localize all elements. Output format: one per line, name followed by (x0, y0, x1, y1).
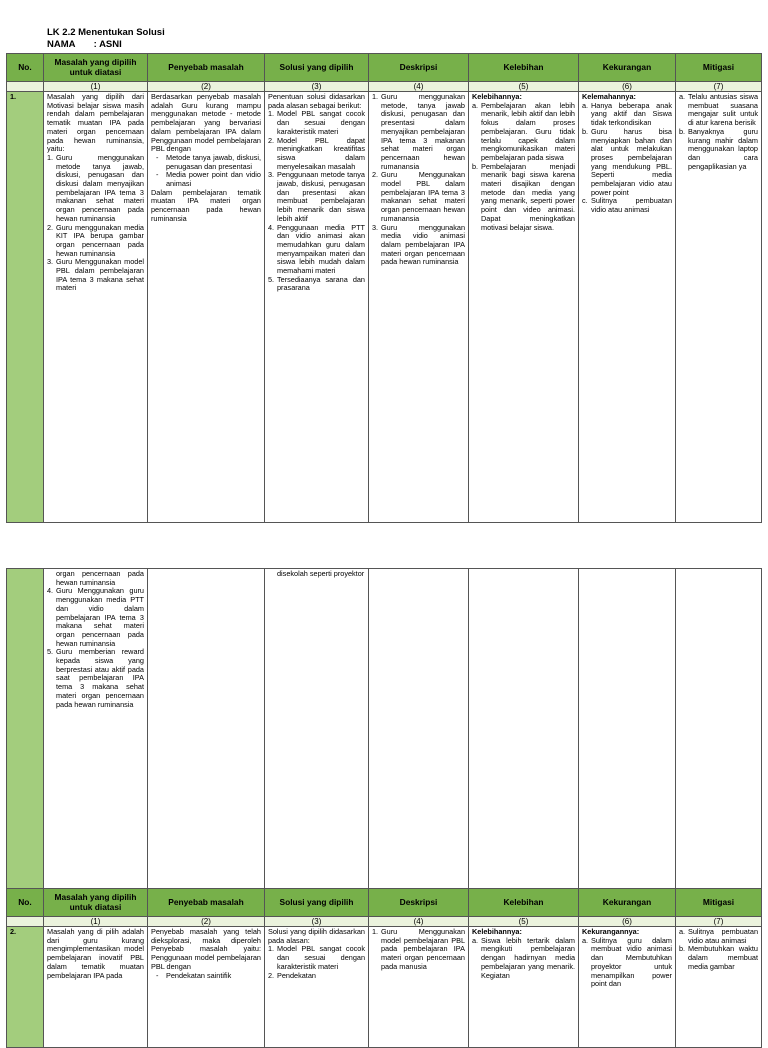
table-header-row (7, 889, 762, 917)
row-number-continued (7, 569, 44, 889)
list-item: - Metode tanya jawab, diskusi, penugasan dan presentasi (156, 152, 261, 171)
col-number: (7) (676, 82, 762, 92)
list-item: 3. Guru menggunakan media vidio animasi dalam pembelajaran IPA materi organ pencernaan pada hewan ruminansia (372, 222, 465, 267)
cell-text: Masalah yang dipilih dari Motivasi belajar siswa masih rendah dalam pembelajaran tematik muatan IPA pada materi organ pencernaan pada hewan ruminansia, yaitu: (47, 92, 144, 154)
cell-heading: Kelebihannya: (472, 927, 522, 936)
row-number: 1. (7, 92, 44, 523)
list-item: a. Hanya beberapa anak yang aktif dan Siswa tidak terkondisikan (582, 100, 672, 128)
col-deskripsi: Deskripsi (369, 54, 469, 82)
list-item: b. Banyaknya guru kurang mahir dalam menggunakan laptop dan cara pengaplikasian ya (679, 126, 758, 171)
col-number: (3) (265, 82, 369, 92)
cell-kelebihan (469, 927, 579, 1048)
cell-text: Solusi yang dipilih didasarkan pada alasan: (268, 927, 365, 945)
col-penyebab: Penyebab masalah (148, 54, 265, 82)
col-masalah: Masalah yang dipilih untuk diatasi (44, 889, 148, 917)
col-number-blank (7, 82, 44, 92)
col-number: (1) (44, 82, 148, 92)
list-item: 4. Guru Menggunakan guru menggunakan media PTT dan vidio dalam pembelajaran IPA tema 3 makana sehat materi organ pencernaan pada hewan ruminansia (47, 586, 144, 648)
col-number: (5) (469, 82, 579, 92)
cell-masalah (44, 92, 148, 523)
col-penyebab: Penyebab masalah (148, 889, 265, 917)
col-no: No. (7, 889, 44, 917)
list-item: 1. Guru menggunakan metode, tanya jawab diskusi, penugasan dan presentasi dalam menyajikan pembelajaran IPA tema 3 makanan sehat materi organ pencernaan hewan rumanansia (372, 92, 465, 171)
cell-deskripsi (369, 92, 469, 523)
list-item: 3. Guru Menggunakan model PBL dalam pembelajaran IPA tema 3 makana sehat materi (47, 257, 144, 293)
list-item: b. Pembelajaran menjadi menarik bagi siswa karena materi disajikan dengan metode dan media yang yang menarik, seperti power point dan video animasi. Dapat meningkatkan motivasi belajar siswa. (472, 161, 575, 232)
col-kelebihan: Kelebihan (469, 889, 579, 917)
column-number-row (7, 917, 762, 927)
cell-solusi (265, 92, 369, 523)
col-number: (5) (469, 917, 579, 927)
cell-solusi-continued (265, 569, 369, 889)
column-number-row (7, 82, 762, 92)
list-item: a. Telalu antusias siswa membuat suasana mengajar sulit untuk di atur karena berisik (679, 92, 758, 128)
list-item: 2. Model PBL dapat meningkatkan kreatifitas siswa dalam menyelesaikan masalah (268, 135, 365, 171)
cell-masalah (44, 927, 148, 1048)
table-row (7, 927, 762, 1048)
cell-kekurangan (579, 927, 676, 1048)
cell-deskripsi (369, 927, 469, 1048)
col-number-blank (7, 917, 44, 927)
list-item: a. Sulitnya pembuatan vidio atau animasi (679, 927, 758, 945)
list-item: 1. Guru menggunakan metode tanya jawab, diskusi, penugasan dan diskusi dalam menyajikan pembelajaran IPA tema 3 makanan sehat materi organ pencernaan pada hewan ruminansia (47, 152, 144, 223)
table-row (7, 92, 762, 523)
cell-kelebihan (469, 92, 579, 523)
cell-mitigasi (676, 92, 762, 523)
name-line: NAMA : ASNI (47, 39, 122, 50)
cell-mitigasi-continued (676, 569, 762, 889)
col-number: (1) (44, 917, 148, 927)
col-number: (7) (676, 917, 762, 927)
list-item: 5. Tersediaanya sarana dan prasarana (268, 274, 365, 293)
col-number: (4) (369, 917, 469, 927)
list-item: 5. Guru memberian reward kepada siswa yang berprestasi atau aktif pada saat pembelajaran IPA tema 3 makana sehat materi organ pencernaan pada hewan ruminansia (47, 647, 144, 709)
cell-heading: Kekurangannya: (582, 927, 640, 936)
solution-table-page-1 (6, 53, 762, 523)
col-kekurangan: Kekurangan (579, 54, 676, 82)
col-solusi: Solusi yang dipilih (265, 889, 369, 917)
col-mitigasi: Mitigasi (676, 889, 762, 917)
list-item: 1. Model PBL sangat cocok dan sesuai dengan karakteristik materi (268, 109, 365, 136)
cell-text: Dalam pembelajaran tematik muatan IPA materi organ pencernaan pada hewan ruminansia (151, 187, 261, 223)
cell-solusi (265, 927, 369, 1048)
cell-heading: Kelemahannya: (582, 92, 636, 101)
list-item: 1. Guru Menggunakan model pembelajaran PBL pada pembelajaran IPA materi organ pencernaan pada manusia (372, 927, 465, 971)
col-solusi: Solusi yang dipilih (265, 54, 369, 82)
cell-kelebihan-continued (469, 569, 579, 889)
col-number: (2) (148, 917, 265, 927)
col-number: (6) (579, 917, 676, 927)
solution-table-page-2 (6, 568, 762, 1048)
list-item: a. Sulitnya guru dalam membuat vidio animasi dan Membutuhkan proyektor untuk menampilkan power point dan (582, 935, 672, 989)
cell-penyebab (148, 92, 265, 523)
list-item: - Media power point dan vidio animasi (156, 170, 261, 189)
list-item: b. Membutuhkan waktu dalam membuat media gambar (679, 944, 758, 971)
cell-penyebab (148, 927, 265, 1048)
col-number: (4) (369, 82, 469, 92)
col-number: (2) (148, 82, 265, 92)
cell-heading: Kelebihannya: (472, 92, 522, 101)
cell-kekurangan-continued (579, 569, 676, 889)
col-kekurangan: Kekurangan (579, 889, 676, 917)
cell-text: Berdasarkan penyebab masalah adalah Guru kurang mampu menggunakan metode - metode pembelajaran yang bervariasi dalam pembelajaran IPA dalam Penggunaan model pembelajaran PBL dengan (151, 92, 261, 154)
cell-text: Penyebab masalah yang telah dieksplorasi, maka diperoleh Penyebab masalah yaitu: Penggunaan model pembelajaran PBL dengan (151, 927, 261, 971)
col-kelebihan: Kelebihan (469, 54, 579, 82)
list-item: a. Pembelajaran akan lebih menarik, lebih aktif dan lebih fokus dalam proses pembelajaran. Guru tidak terlalu capek dalam mengkomunikasikan materi pembelajaran pada siswa (472, 100, 575, 162)
row-number: 2. (7, 927, 44, 1048)
table-row-continued (7, 569, 762, 889)
cell-text: Masalah yang di pilih adalah dari guru kurang mengimplementasikan model pembelajaran inovatif PBL dalam tematik muatan pembelajaran IPA pada (47, 927, 144, 980)
cell-text: Penentuan solusi didasarkan pada alasan sebagai berikut: (268, 92, 365, 110)
col-mitigasi: Mitigasi (676, 54, 762, 82)
list-item: c. Sulitnya pembuatan vidio atau animasi (582, 196, 672, 215)
cell-text: organ pencernaan pada hewan ruminansia (56, 569, 144, 587)
list-item: 3. Penggunaan metode tanya jawab, diskusi, penugasan dan presentasi akan membuat pembelajaran lebih menarik dan siswa lebih aktif (268, 170, 365, 223)
cell-mitigasi (676, 927, 762, 1048)
cell-kekurangan (579, 92, 676, 523)
document-title: LK 2.2 Menentukan Solusi (47, 27, 165, 38)
list-item: a. Siswa lebih tertarik dalam mengikuti pembelajaran dengan hadirnyan media pembelajaran yang menarik. Kegiatan (472, 935, 575, 980)
cell-deskripsi-continued (369, 569, 469, 889)
list-item: 4. Penggunaan media PTT dan vidio animasi akan memudahkan guru dalam menyampaikan materi dan siswa lebih mudah dalam memahami materi (268, 222, 365, 276)
col-no: No. (7, 54, 44, 82)
list-item: 2. Guru menggunakan media KIT IPA berupa gambar organ pencernaan pada hewan ruminansia (47, 222, 144, 258)
cell-text: disekolah seperti proyektor (277, 569, 365, 578)
list-item: 2. Guru Menggunakan model PBL dalam pembelajaran IPA tema 3 makanan sehat materi organ pencernaan hewan rumanansia (372, 170, 465, 223)
list-item: b. Guru harus bisa menyiapkan bahan dan alat untuk melakukan proses pembelajaran yang mendukung PBL. Seperti media pembelajaran vidio atau power point (582, 126, 672, 197)
col-number: (6) (579, 82, 676, 92)
col-deskripsi: Deskripsi (369, 889, 469, 917)
list-item: 2. Pendekatan (268, 970, 316, 980)
cell-penyebab-continued (148, 569, 265, 889)
cell-masalah-continued (44, 569, 148, 889)
list-item: - Pendekatan saintifik (156, 970, 232, 980)
col-masalah: Masalah yang dipilih untuk diatasi (44, 54, 148, 82)
col-number: (3) (265, 917, 369, 927)
list-item: 1. Model PBL sangat cocok dan sesuai dengan karakteristik materi (268, 944, 365, 971)
table-header-row (7, 54, 762, 82)
